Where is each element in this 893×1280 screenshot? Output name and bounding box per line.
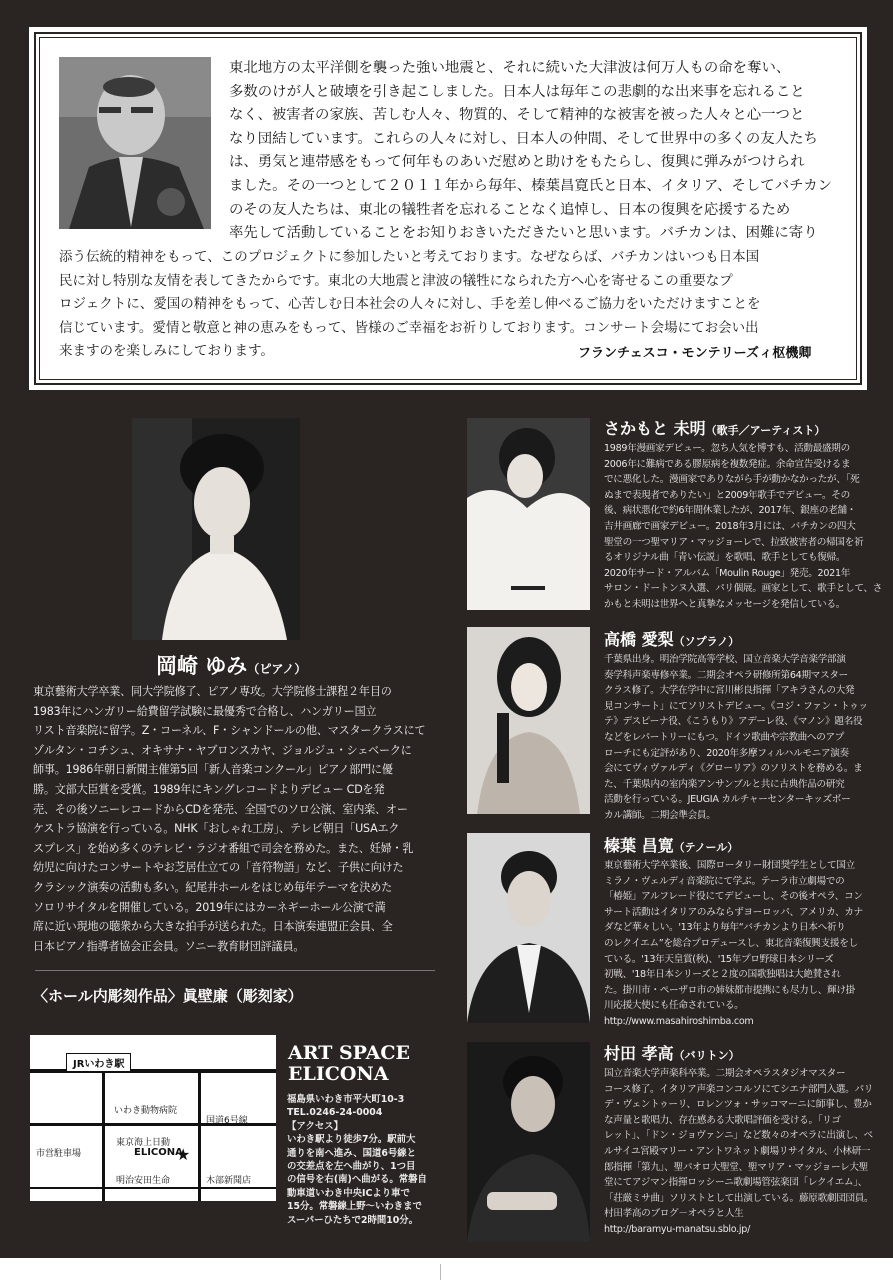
bio-line: 2020年サード・アルバム「Moulin Rouge」発売。2021年: [604, 567, 851, 579]
bio-line: レット」、「ドン・ジョヴァンニ」など数々のオペラに出演し、ベ: [604, 1130, 873, 1142]
takahashi-name-text: 高橋 愛梨: [604, 630, 674, 649]
message-line: 添う伝統的精神をもって、このプロジェクトに参加したいと考えております。なぜならば、バチカンはいつも日本国: [59, 249, 760, 265]
bio-line: ローチにも定評があり、2020年多摩フィルハルモニア演奏: [604, 747, 849, 759]
map-station-label: JRいわき駅: [66, 1053, 131, 1072]
message-line: 東北地方の太平洋側を襲った強い地震と、それに続いた大津波は何万人もの命を奪い、: [229, 60, 791, 76]
murata-name: [604, 1041, 740, 1064]
bio-line: かもと未明は世界へと真摯なメッセージを発信している。: [604, 598, 846, 610]
murata-bio: [604, 1066, 873, 1238]
murata-name-text: 村田 孝高: [604, 1044, 674, 1063]
access-map: [30, 1035, 276, 1201]
message-line: のその友人たちは、東北の犠牲者を忘れることなく追悼し、日本の復興を応援するため: [229, 201, 791, 218]
bio-line: カル講師。二期会準会員。: [604, 809, 716, 821]
bio-line: 会にてヴィヴァルディ《グローリア》のソリストを務める。ま: [604, 763, 863, 775]
bio-line: 奏学科声楽専修卒業。二期会オペラ研修所第64期マスター: [604, 669, 848, 681]
murata-role: （バリトン）: [673, 1049, 740, 1062]
okazaki-photo: [132, 418, 300, 640]
bio-line: 1983年にハンガリー給費留学試験に最優秀で合格し、ハンガリー国立: [33, 704, 377, 718]
bio-line: のレクイエム”を総合プロデュースし、東北音楽復興支援をし: [604, 937, 858, 949]
message-line: 率先して活動していることをお知りおきいただきたいと思います。バチカンは、困難に寄り: [229, 225, 818, 242]
sakamoto-name-text: さかもと 未明: [604, 419, 706, 438]
bio-line: 郎指揮「第九」、聖パオロ大聖堂、聖マリア・マッジョーレ大聖: [604, 1161, 868, 1173]
bio-line: ソロリサイタルを開催している。2019年にはカーネギーホール公演で満: [33, 900, 386, 914]
bio-line: サート活動はイタリアのみならずヨーロッパ、アメリカ、カナ: [604, 906, 863, 918]
venue-info: [287, 1093, 427, 1227]
bio-line: クラス修了。大学在学中に宮川彬良指揮「アキラさんの大発: [604, 685, 855, 697]
bio-line: 国立音楽大学声楽科卒業。二期会オペラスタジオマスター: [604, 1068, 846, 1079]
bio-line: ている。'13年天皇賞(秋)、'15年プロ野球日本シリーズ: [604, 953, 834, 965]
bio-line: スプレス」を始め多くのテレビ・ラジオ番組で司会を務めた。また、妊婦・乳: [33, 841, 414, 855]
venue-info-line: の信号を右(南)へ曲がる。常磐自: [287, 1174, 427, 1186]
message-line: なり団結しています。これらの人々に対し、日本人の仲間、そして世界中の多くの友人たち: [229, 130, 818, 147]
bio-line: デ・ヴェントゥーリ、ロレンツォ・サッコマーニに師事し、豊か: [604, 1099, 872, 1111]
message-line: は、勇気と連帯感をもって何年ものあいだ慰めと助けをもたらし、復興に弾みがつけられ: [229, 154, 805, 171]
venue-info-line: いわき駅より徒歩7分。駅前大: [287, 1134, 416, 1146]
bio-line: 席に近い現地の聴衆から大きな拍手が送られた。日本演奏連盟正会員、全: [33, 920, 393, 934]
venue-info-line: 通りを南へ進み、国道6号線と: [287, 1147, 416, 1159]
venue-info-line: の交差点を左へ曲がり、1つ目: [287, 1161, 416, 1173]
bio-line: 日本ピアノ指導者協会正会員。ソニー教育財団評議員。: [33, 939, 305, 953]
bio-line: 「荘厳ミサ曲」ソリストとして出演している。藤原歌劇団団員。: [604, 1192, 874, 1204]
bio-line: 後、病状悪化で約6年間休業したが、2017年、銀座の老舗・: [604, 505, 857, 517]
okazaki-name: [156, 650, 306, 680]
sakamoto-bio: [604, 441, 882, 613]
sakamoto-photo: [467, 418, 590, 610]
bio-line: 東京藝術大学卒業、同大学院修了、ピアノ専攻。大学院修士課程２年目の: [33, 685, 392, 698]
page-bottom-margin: [0, 1258, 893, 1280]
shimba-role: （テノール）: [673, 841, 739, 854]
message-signature: フランチェスコ・モンテリーズィ枢機卿: [578, 346, 812, 361]
venue-info-line: 【アクセス】: [287, 1120, 343, 1132]
message-line: 信じています。愛情と敬意と神の恵みをもって、皆様のご幸福をお祈りしております。コンサート会場にてお会い出: [59, 319, 759, 336]
bio-line: ミラノ・ヴェルディ音楽院にて学ぶ。テーラ市立劇場での: [604, 875, 845, 887]
message-line: 民に対し特別な友情を表してきたからです。東北の大地震と津波の犠牲になられた方へ心を寄せるこの重要なプ: [59, 272, 733, 289]
bio-line: た。掛川市・ペーザロ市の姉妹都市提携にも尽力し、輝け掛: [604, 984, 855, 996]
bio-line: 堂にてアジマン指揮ロッシーニ歌劇場管弦楽団「レクイエム」、: [604, 1177, 868, 1189]
takahashi-role: （ソプラノ）: [673, 635, 740, 648]
bio-line: ぬまで表現者でありたい」と2009年歌手でデビュー。その: [604, 489, 850, 501]
murata-blog-link[interactable]: http://baramyu-manatsu.sblo.jp/: [604, 1223, 751, 1235]
message-line: 来ますのを楽しみにしております。: [59, 343, 274, 360]
shimba-name: [604, 833, 738, 856]
bio-line: 見コンサート」にてソリストデビュー。《コジ・ファン・トゥッ: [604, 700, 868, 712]
section-divider: [35, 970, 435, 971]
map-marine-label: 東京海上日動: [116, 1138, 171, 1148]
bio-line: 吉井画廊で画家デビュー。2018年3月には、バチカンの四大: [604, 520, 856, 532]
bio-line: コース修了。イタリア声楽コンコルソにてシエナ部門入選。パリ: [604, 1083, 874, 1095]
venue-title: [288, 1043, 410, 1085]
bio-line: 売、その後ソニーレコードからCDを発売、全国でのソロ公演、室内楽、オー: [33, 802, 408, 816]
okazaki-bio: [33, 682, 425, 956]
venue-title-line: ELICONA: [288, 1063, 389, 1085]
murata-photo: [467, 1042, 590, 1242]
road: [102, 1073, 105, 1201]
message-line: ロジェクトに、愛国の精神をもって、心苦しむ日本社会の人々に対し、手を差し伸べるご協力をいただけますことを: [59, 296, 761, 313]
murata-blog-title: 村田孝高のブログ－オペラと人生: [604, 1208, 744, 1220]
bio-line: などをレパートリーにもつ。ドイツ歌曲や宗教曲へのアプ: [604, 731, 845, 743]
bio-line: 勝。文部大臣賞を受賞。1989年にキングレコードよりデビュー CDを発: [33, 782, 385, 796]
shimba-website-link[interactable]: http://www.masahiroshimba.com: [604, 1015, 754, 1027]
bio-line: ダなど華々しい。'13年より毎年“バチカンより日本へ祈り: [604, 922, 846, 934]
sakamoto-name: [604, 416, 825, 439]
bio-line: リスト音楽院に留学。Z・コーネル、F・シャンドールの他、マスタークラスにて: [33, 724, 426, 738]
bio-line: サロン・ドートンヌ入選、パリ個展。画家として、歌手として、さ: [604, 583, 883, 595]
takahashi-photo: [467, 627, 590, 814]
shimba-name-text: 榛葉 昌寛: [604, 836, 674, 855]
map-route6-label: 国道6号線: [206, 1116, 248, 1126]
bio-line: ゾルタン・コチシュ、オキサナ・ヤブロンスカヤ、ジョルジュ・シェベークに: [33, 743, 412, 757]
cardinal-photo: [59, 57, 211, 229]
bio-line: な声量と歌唱力、存在感ある大歌唱評価を受ける。「リゴ: [604, 1114, 841, 1126]
takahashi-name: [604, 627, 739, 650]
bio-line: 幼児に向けたコンサートやお芝居仕立ての「音符物語」など、子供に向けた: [33, 861, 404, 875]
bio-line: るオリジナル曲「青い伝説」を歌唱、歌手としても復帰。: [604, 552, 846, 564]
bio-line: 師事。1986年朝日新聞主催第5回「新人音楽コンクール」ピアノ部門に優: [33, 763, 393, 777]
bio-line: 東京藝術大学卒業後、国際ロータリー財団奨学生として国立: [604, 860, 855, 871]
road: [30, 1187, 276, 1189]
message-line: なく、被害者の家族、苦しむ人々、物質的、そして精神的な被害を被った人々と心一つと: [229, 107, 805, 124]
okazaki-name-text: 岡崎 ゆみ: [156, 653, 248, 678]
shimba-bio: [604, 858, 863, 1030]
message-line: ました。その一つとして２０１１年から毎年、榛葉昌寛氏と日本、イタリア、そしてバチカン: [229, 177, 832, 194]
bio-line: テ》デスピーナ役、《こうもり》アデーレ役、《マノン》題名役: [604, 716, 863, 728]
map-meiji-label: 明治安田生命: [116, 1176, 171, 1186]
crop-mark: [440, 1264, 441, 1280]
map-hall-label: ELICONA: [134, 1147, 183, 1158]
bio-line: た、千葉県内の室内楽アンサンブルと共に古典作品の研究: [604, 778, 845, 790]
map-zoo-label: いわき動物病院: [114, 1106, 178, 1116]
shimba-photo: [467, 833, 590, 1023]
bio-line: 1989年漫画家デビュー。忽ち人気を博すも、活動最盛期の: [604, 443, 850, 454]
bio-line: クラシック演奏の活動も多い。紀尾井ホールをはじめ毎年テーマを決めた: [33, 880, 393, 894]
venue-info-line: スーパーひたちで2時間10分。: [287, 1214, 419, 1226]
map-parking-label: 市営駐車場: [36, 1149, 82, 1159]
takahashi-bio: [604, 652, 868, 824]
star-icon: ★: [176, 1145, 191, 1164]
okazaki-role: （ピアノ）: [247, 662, 307, 676]
bio-line: 2006年に難病である膠原病を複数発症。余命宣告受けるま: [604, 458, 851, 470]
map-kibe-label: 木部新聞店: [206, 1176, 252, 1186]
message-line: 多数のけが人と破壊を引き起こしました。日本人は毎年この悲劇的な出来事を忘れること: [229, 83, 805, 100]
bio-line: ケストラ協演を行っている。NHK「おしゃれ工房」、テレビ朝日「USAエク: [33, 822, 400, 836]
bio-line: でに悪化した。漫画家でありながら手が動かなかったが、「死: [604, 474, 860, 486]
sculpture-credit: 〈ホール内彫刻作品〉眞壁廉（彫刻家）: [33, 987, 303, 1005]
venue-title-line: ART SPACE: [288, 1042, 410, 1064]
sakamoto-role: （歌手／アーティスト）: [705, 424, 826, 437]
bio-line: 聖堂の一つ聖マリア・マッジョーレで、拉致被害者の帰国を祈: [604, 536, 864, 548]
bio-line: 初戦、'18年日本シリーズと２度の国歌独唱は大絶賛され: [604, 969, 841, 981]
venue-info-line: 福島県いわき市平大町10-3: [287, 1094, 405, 1105]
venue-info-line: 動車道いわき中央ICより車で: [287, 1187, 410, 1199]
bio-line: 活動を行っている。JEUGIA カルチャーセンターキッズボー: [604, 794, 851, 806]
bio-line: 川応援大使にも任命されている。: [604, 1000, 744, 1012]
venue-info-line: TEL.0246-24-0004: [287, 1107, 383, 1119]
bio-line: 千葉県出身。明治学院高等学校、国立音楽大学音楽学部演: [604, 654, 846, 665]
bio-line: ルサイユ宮殿マリー・アントワネット劇場リサイタル、小林研一: [604, 1145, 871, 1157]
venue-info-line: 15分。常磐線上野～いわきまで: [287, 1201, 422, 1213]
cardinal-message-text: [229, 57, 832, 246]
road: [198, 1073, 201, 1201]
bio-line: 「椿姫」アルフレード役にてデビューし、その後オペラ、コン: [604, 891, 863, 903]
